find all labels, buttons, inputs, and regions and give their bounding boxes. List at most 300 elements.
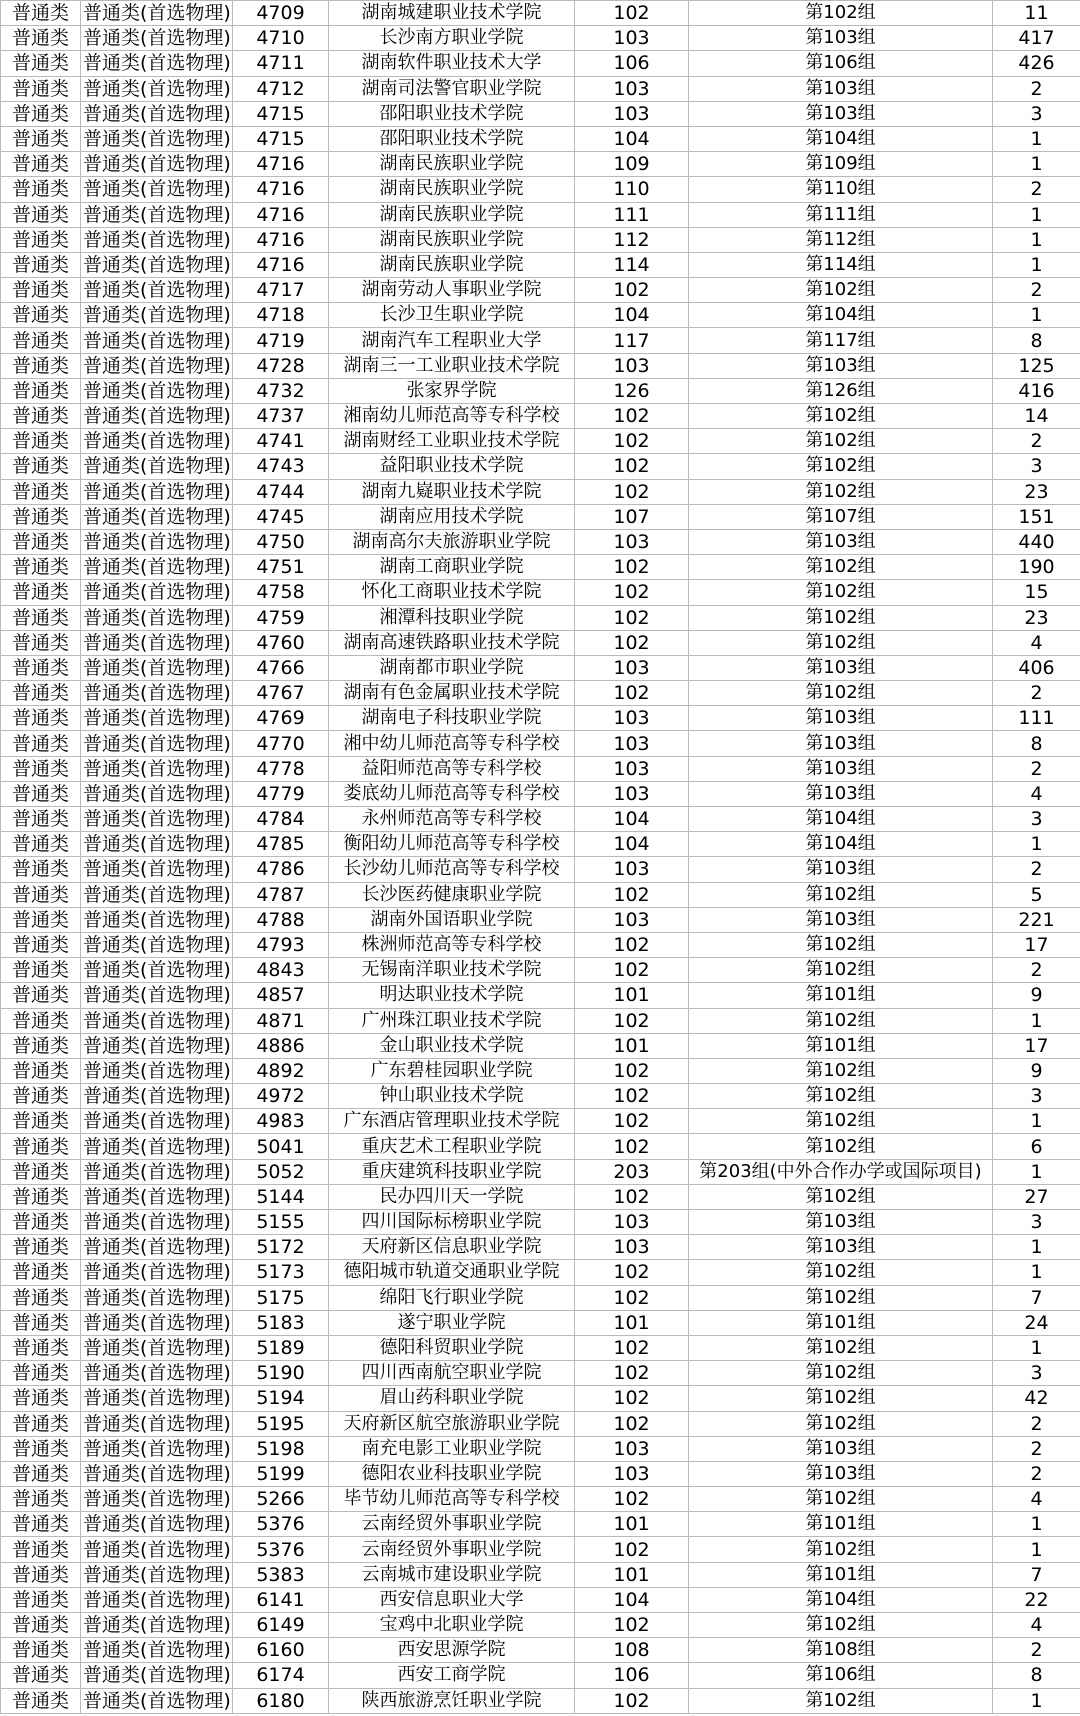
- school-name-cell: 重庆艺术工程职业学院: [329, 1134, 575, 1159]
- school-code-cell: 5183: [233, 1310, 329, 1335]
- school-name-cell: 德阳科贸职业学院: [329, 1335, 575, 1360]
- plan-count-cell: 440: [993, 529, 1080, 554]
- subcategory-cell: 普通类(首选物理): [81, 1033, 233, 1058]
- group-code-cell: 101: [575, 1512, 689, 1537]
- group-name-cell: 第107组: [689, 504, 993, 529]
- group-name-cell: 第104组: [689, 1587, 993, 1612]
- group-code-cell: 102: [575, 1487, 689, 1512]
- subcategory-cell: 普通类(首选物理): [81, 932, 233, 957]
- group-name-cell: 第102组: [689, 1, 993, 26]
- subcategory-cell: 普通类(首选物理): [81, 404, 233, 429]
- school-code-cell: 6149: [233, 1613, 329, 1638]
- school-name-cell: 湖南汽车工程职业大学: [329, 328, 575, 353]
- group-code-cell: 101: [575, 1562, 689, 1587]
- group-name-cell: 第102组: [689, 555, 993, 580]
- category-cell: 普通类: [1, 807, 81, 832]
- school-code-cell: 4716: [233, 152, 329, 177]
- school-name-cell: 民办四川天一学院: [329, 1184, 575, 1209]
- school-code-cell: 5376: [233, 1512, 329, 1537]
- group-code-cell: 110: [575, 177, 689, 202]
- school-code-cell: 4871: [233, 1008, 329, 1033]
- table-row: [1, 807, 1080, 832]
- group-code-cell: 103: [575, 655, 689, 680]
- school-code-cell: 4715: [233, 101, 329, 126]
- group-code-cell: 104: [575, 807, 689, 832]
- group-name-cell: 第102组: [689, 1361, 993, 1386]
- school-name-cell: 湖南高尔夫旅游职业学院: [329, 529, 575, 554]
- table-row: [1, 1361, 1080, 1386]
- table-row: [1, 1260, 1080, 1285]
- group-name-cell: 第103组: [689, 1210, 993, 1235]
- school-code-cell: 4751: [233, 555, 329, 580]
- school-name-cell: 湖南应用技术学院: [329, 504, 575, 529]
- group-name-cell: 第101组: [689, 1512, 993, 1537]
- plan-count-cell: 42: [993, 1386, 1080, 1411]
- table-row: [1, 983, 1080, 1008]
- subcategory-cell: 普通类(首选物理): [81, 655, 233, 680]
- group-name-cell: 第102组: [689, 1411, 993, 1436]
- category-cell: 普通类: [1, 958, 81, 983]
- category-cell: 普通类: [1, 1411, 81, 1436]
- category-cell: 普通类: [1, 479, 81, 504]
- plan-count-cell: 2: [993, 1461, 1080, 1486]
- table-row: [1, 26, 1080, 51]
- table-row: [1, 832, 1080, 857]
- school-name-cell: 重庆建筑科技职业学院: [329, 1159, 575, 1184]
- school-name-cell: 长沙幼儿师范高等专科学校: [329, 857, 575, 882]
- school-code-cell: 5199: [233, 1461, 329, 1486]
- table-row: [1, 756, 1080, 781]
- category-cell: 普通类: [1, 1235, 81, 1260]
- category-cell: 普通类: [1, 278, 81, 303]
- subcategory-cell: 普通类(首选物理): [81, 126, 233, 151]
- group-code-cell: 107: [575, 504, 689, 529]
- group-name-cell: 第104组: [689, 126, 993, 151]
- category-cell: 普通类: [1, 1159, 81, 1184]
- school-code-cell: 4716: [233, 202, 329, 227]
- plan-count-cell: 5: [993, 882, 1080, 907]
- school-name-cell: 邵阳职业技术学院: [329, 126, 575, 151]
- school-name-cell: 湖南民族职业学院: [329, 177, 575, 202]
- school-code-cell: 4741: [233, 429, 329, 454]
- school-name-cell: 湖南三一工业职业技术学院: [329, 353, 575, 378]
- table-row: [1, 1587, 1080, 1612]
- school-code-cell: 4744: [233, 479, 329, 504]
- table-row: [1, 1638, 1080, 1663]
- group-code-cell: 102: [575, 429, 689, 454]
- school-code-cell: 5266: [233, 1487, 329, 1512]
- group-name-cell: 第203组(中外合作办学或国际项目): [689, 1159, 993, 1184]
- group-code-cell: 102: [575, 1109, 689, 1134]
- table-row: [1, 1562, 1080, 1587]
- school-name-cell: 西安思源学院: [329, 1638, 575, 1663]
- table-row: [1, 1210, 1080, 1235]
- school-code-cell: 5190: [233, 1361, 329, 1386]
- school-code-cell: 4786: [233, 857, 329, 882]
- group-name-cell: 第103组: [689, 756, 993, 781]
- school-code-cell: 4769: [233, 706, 329, 731]
- subcategory-cell: 普通类(首选物理): [81, 1361, 233, 1386]
- category-cell: 普通类: [1, 429, 81, 454]
- subcategory-cell: 普通类(首选物理): [81, 1613, 233, 1638]
- table-row: [1, 1386, 1080, 1411]
- plan-count-cell: 426: [993, 51, 1080, 76]
- subcategory-cell: 普通类(首选物理): [81, 1310, 233, 1335]
- category-cell: 普通类: [1, 1461, 81, 1486]
- plan-count-cell: 417: [993, 26, 1080, 51]
- school-code-cell: 4760: [233, 630, 329, 655]
- group-name-cell: 第102组: [689, 1109, 993, 1134]
- plan-count-cell: 1: [993, 832, 1080, 857]
- school-code-cell: 5383: [233, 1562, 329, 1587]
- group-name-cell: 第102组: [689, 479, 993, 504]
- subcategory-cell: 普通类(首选物理): [81, 1638, 233, 1663]
- subcategory-cell: 普通类(首选物理): [81, 303, 233, 328]
- table-row: [1, 1, 1080, 26]
- school-code-cell: 4972: [233, 1084, 329, 1109]
- subcategory-cell: 普通类(首选物理): [81, 1184, 233, 1209]
- table-row: [1, 1285, 1080, 1310]
- plan-count-cell: 8: [993, 328, 1080, 353]
- table-row: [1, 907, 1080, 932]
- category-cell: 普通类: [1, 101, 81, 126]
- table-row: [1, 580, 1080, 605]
- subcategory-cell: 普通类(首选物理): [81, 1008, 233, 1033]
- subcategory-cell: 普通类(首选物理): [81, 1461, 233, 1486]
- school-code-cell: 4857: [233, 983, 329, 1008]
- school-name-cell: 德阳城市轨道交通职业学院: [329, 1260, 575, 1285]
- category-cell: 普通类: [1, 177, 81, 202]
- table-row: [1, 882, 1080, 907]
- plan-count-cell: 2: [993, 429, 1080, 454]
- subcategory-cell: 普通类(首选物理): [81, 882, 233, 907]
- school-name-cell: 湖南民族职业学院: [329, 152, 575, 177]
- group-code-cell: 102: [575, 958, 689, 983]
- table-row: [1, 152, 1080, 177]
- group-code-cell: 103: [575, 857, 689, 882]
- group-code-cell: 103: [575, 353, 689, 378]
- category-cell: 普通类: [1, 580, 81, 605]
- school-code-cell: 5376: [233, 1537, 329, 1562]
- table-row: [1, 555, 1080, 580]
- group-code-cell: 102: [575, 1, 689, 26]
- school-name-cell: 株洲师范高等专科学校: [329, 932, 575, 957]
- category-cell: 普通类: [1, 555, 81, 580]
- plan-count-cell: 190: [993, 555, 1080, 580]
- group-name-cell: 第101组: [689, 1033, 993, 1058]
- school-name-cell: 湖南民族职业学院: [329, 202, 575, 227]
- subcategory-cell: 普通类(首选物理): [81, 580, 233, 605]
- school-name-cell: 湖南软件职业技术大学: [329, 51, 575, 76]
- table-row: [1, 1058, 1080, 1083]
- school-code-cell: 4788: [233, 907, 329, 932]
- plan-count-cell: 2: [993, 1411, 1080, 1436]
- plan-count-cell: 1: [993, 1159, 1080, 1184]
- plan-count-cell: 4: [993, 1613, 1080, 1638]
- plan-count-cell: 406: [993, 655, 1080, 680]
- category-cell: 普通类: [1, 1335, 81, 1360]
- group-name-cell: 第102组: [689, 404, 993, 429]
- group-name-cell: 第103组: [689, 26, 993, 51]
- subcategory-cell: 普通类(首选物理): [81, 1285, 233, 1310]
- school-code-cell: 4983: [233, 1109, 329, 1134]
- group-name-cell: 第102组: [689, 1260, 993, 1285]
- group-name-cell: 第103组: [689, 781, 993, 806]
- plan-count-cell: 8: [993, 1663, 1080, 1688]
- school-code-cell: 4743: [233, 454, 329, 479]
- subcategory-cell: 普通类(首选物理): [81, 504, 233, 529]
- school-name-cell: 娄底幼儿师范高等专科学校: [329, 781, 575, 806]
- school-code-cell: 4715: [233, 126, 329, 151]
- group-code-cell: 101: [575, 1310, 689, 1335]
- group-code-cell: 101: [575, 1033, 689, 1058]
- table-row: [1, 1436, 1080, 1461]
- group-code-cell: 102: [575, 1361, 689, 1386]
- table-row: [1, 529, 1080, 554]
- group-name-cell: 第102组: [689, 429, 993, 454]
- group-name-cell: 第114组: [689, 252, 993, 277]
- school-code-cell: 5194: [233, 1386, 329, 1411]
- school-code-cell: 4712: [233, 76, 329, 101]
- school-code-cell: 5189: [233, 1335, 329, 1360]
- group-name-cell: 第103组: [689, 1461, 993, 1486]
- school-name-cell: 绵阳飞行职业学院: [329, 1285, 575, 1310]
- school-code-cell: 5172: [233, 1235, 329, 1260]
- table-row: [1, 1663, 1080, 1688]
- category-cell: 普通类: [1, 1688, 81, 1713]
- subcategory-cell: 普通类(首选物理): [81, 681, 233, 706]
- school-name-cell: 西安工商学院: [329, 1663, 575, 1688]
- group-name-cell: 第102组: [689, 1688, 993, 1713]
- category-cell: 普通类: [1, 227, 81, 252]
- school-code-cell: 4886: [233, 1033, 329, 1058]
- school-code-cell: 4779: [233, 781, 329, 806]
- group-name-cell: 第102组: [689, 630, 993, 655]
- category-cell: 普通类: [1, 1109, 81, 1134]
- school-name-cell: 南充电影工业职业学院: [329, 1436, 575, 1461]
- plan-count-cell: 2: [993, 681, 1080, 706]
- table-row: [1, 681, 1080, 706]
- subcategory-cell: 普通类(首选物理): [81, 1688, 233, 1713]
- category-cell: 普通类: [1, 781, 81, 806]
- group-code-cell: 102: [575, 1537, 689, 1562]
- school-name-cell: 张家界学院: [329, 378, 575, 403]
- school-code-cell: 6160: [233, 1638, 329, 1663]
- table-row: [1, 303, 1080, 328]
- group-code-cell: 102: [575, 479, 689, 504]
- school-code-cell: 4728: [233, 353, 329, 378]
- plan-count-cell: 9: [993, 1058, 1080, 1083]
- group-name-cell: 第103组: [689, 857, 993, 882]
- group-code-cell: 102: [575, 1184, 689, 1209]
- table-body: [1, 1, 1080, 1714]
- plan-count-cell: 7: [993, 1285, 1080, 1310]
- plan-count-cell: 7: [993, 1562, 1080, 1587]
- subcategory-cell: 普通类(首选物理): [81, 51, 233, 76]
- subcategory-cell: 普通类(首选物理): [81, 630, 233, 655]
- group-code-cell: 102: [575, 454, 689, 479]
- subcategory-cell: 普通类(首选物理): [81, 278, 233, 303]
- subcategory-cell: 普通类(首选物理): [81, 177, 233, 202]
- subcategory-cell: 普通类(首选物理): [81, 1386, 233, 1411]
- school-name-cell: 四川西南航空职业学院: [329, 1361, 575, 1386]
- group-name-cell: 第103组: [689, 1235, 993, 1260]
- school-code-cell: 4767: [233, 681, 329, 706]
- school-name-cell: 湘南幼儿师范高等专科学校: [329, 404, 575, 429]
- school-code-cell: 4793: [233, 932, 329, 957]
- plan-count-cell: 4: [993, 630, 1080, 655]
- school-code-cell: 5173: [233, 1260, 329, 1285]
- school-name-cell: 长沙卫生职业学院: [329, 303, 575, 328]
- subcategory-cell: 普通类(首选物理): [81, 1109, 233, 1134]
- group-code-cell: 102: [575, 1335, 689, 1360]
- school-name-cell: 长沙医药健康职业学院: [329, 882, 575, 907]
- school-name-cell: 无锡南洋职业技术学院: [329, 958, 575, 983]
- plan-count-cell: 1: [993, 1688, 1080, 1713]
- table-row: [1, 278, 1080, 303]
- school-code-cell: 4719: [233, 328, 329, 353]
- group-code-cell: 103: [575, 529, 689, 554]
- table-row: [1, 227, 1080, 252]
- group-name-cell: 第111组: [689, 202, 993, 227]
- category-cell: 普通类: [1, 454, 81, 479]
- plan-count-cell: 27: [993, 1184, 1080, 1209]
- school-code-cell: 4732: [233, 378, 329, 403]
- subcategory-cell: 普通类(首选物理): [81, 227, 233, 252]
- school-name-cell: 毕节幼儿师范高等专科学校: [329, 1487, 575, 1512]
- table-row: [1, 731, 1080, 756]
- group-code-cell: 102: [575, 1688, 689, 1713]
- group-name-cell: 第102组: [689, 1058, 993, 1083]
- group-name-cell: 第103组: [689, 529, 993, 554]
- subcategory-cell: 普通类(首选物理): [81, 429, 233, 454]
- table-row: [1, 1512, 1080, 1537]
- group-code-cell: 103: [575, 731, 689, 756]
- school-code-cell: 5195: [233, 1411, 329, 1436]
- table-row: [1, 857, 1080, 882]
- category-cell: 普通类: [1, 1184, 81, 1209]
- group-code-cell: 102: [575, 1008, 689, 1033]
- plan-count-cell: 416: [993, 378, 1080, 403]
- school-name-cell: 云南经贸外事职业学院: [329, 1512, 575, 1537]
- plan-count-cell: 221: [993, 907, 1080, 932]
- group-name-cell: 第103组: [689, 101, 993, 126]
- table-row: [1, 1033, 1080, 1058]
- school-code-cell: 4766: [233, 655, 329, 680]
- group-code-cell: 102: [575, 882, 689, 907]
- group-name-cell: 第102组: [689, 882, 993, 907]
- school-code-cell: 4737: [233, 404, 329, 429]
- table-row: [1, 479, 1080, 504]
- plan-count-cell: 1: [993, 303, 1080, 328]
- school-code-cell: 4711: [233, 51, 329, 76]
- plan-count-cell: 23: [993, 605, 1080, 630]
- subcategory-cell: 普通类(首选物理): [81, 832, 233, 857]
- subcategory-cell: 普通类(首选物理): [81, 454, 233, 479]
- group-name-cell: 第106组: [689, 51, 993, 76]
- group-code-cell: 101: [575, 983, 689, 1008]
- subcategory-cell: 普通类(首选物理): [81, 781, 233, 806]
- group-code-cell: 102: [575, 1386, 689, 1411]
- subcategory-cell: 普通类(首选物理): [81, 1159, 233, 1184]
- school-name-cell: 湖南城建职业技术学院: [329, 1, 575, 26]
- plan-count-cell: 111: [993, 706, 1080, 731]
- school-name-cell: 湘中幼儿师范高等专科学校: [329, 731, 575, 756]
- school-name-cell: 湖南财经工业职业技术学院: [329, 429, 575, 454]
- school-name-cell: 广州珠江职业技术学院: [329, 1008, 575, 1033]
- group-name-cell: 第102组: [689, 605, 993, 630]
- group-code-cell: 102: [575, 681, 689, 706]
- group-name-cell: 第102组: [689, 1537, 993, 1562]
- school-name-cell: 金山职业技术学院: [329, 1033, 575, 1058]
- school-code-cell: 4784: [233, 807, 329, 832]
- group-code-cell: 103: [575, 907, 689, 932]
- subcategory-cell: 普通类(首选物理): [81, 958, 233, 983]
- plan-count-cell: 1: [993, 1537, 1080, 1562]
- category-cell: 普通类: [1, 1587, 81, 1612]
- plan-count-cell: 24: [993, 1310, 1080, 1335]
- category-cell: 普通类: [1, 404, 81, 429]
- subcategory-cell: 普通类(首选物理): [81, 1134, 233, 1159]
- category-cell: 普通类: [1, 1310, 81, 1335]
- plan-count-cell: 3: [993, 454, 1080, 479]
- subcategory-cell: 普通类(首选物理): [81, 1587, 233, 1612]
- school-code-cell: 5052: [233, 1159, 329, 1184]
- plan-count-cell: 17: [993, 932, 1080, 957]
- group-name-cell: 第102组: [689, 1285, 993, 1310]
- table-row: [1, 932, 1080, 957]
- table-row: [1, 1159, 1080, 1184]
- group-name-cell: 第103组: [689, 353, 993, 378]
- table-row: [1, 1411, 1080, 1436]
- group-name-cell: 第103组: [689, 731, 993, 756]
- category-cell: 普通类: [1, 1537, 81, 1562]
- plan-count-cell: 3: [993, 1361, 1080, 1386]
- table-row: [1, 1109, 1080, 1134]
- school-code-cell: 4718: [233, 303, 329, 328]
- plan-count-cell: 8: [993, 731, 1080, 756]
- group-code-cell: 103: [575, 781, 689, 806]
- group-code-cell: 102: [575, 555, 689, 580]
- subcategory-cell: 普通类(首选物理): [81, 1537, 233, 1562]
- school-name-cell: 湖南外国语职业学院: [329, 907, 575, 932]
- category-cell: 普通类: [1, 1613, 81, 1638]
- subcategory-cell: 普通类(首选物理): [81, 202, 233, 227]
- plan-count-cell: 1: [993, 202, 1080, 227]
- plan-count-cell: 1: [993, 126, 1080, 151]
- category-cell: 普通类: [1, 353, 81, 378]
- subcategory-cell: 普通类(首选物理): [81, 76, 233, 101]
- subcategory-cell: 普通类(首选物理): [81, 378, 233, 403]
- group-name-cell: 第112组: [689, 227, 993, 252]
- table-row: [1, 655, 1080, 680]
- category-cell: 普通类: [1, 1512, 81, 1537]
- subcategory-cell: 普通类(首选物理): [81, 1335, 233, 1360]
- subcategory-cell: 普通类(首选物理): [81, 1487, 233, 1512]
- school-name-cell: 怀化工商职业技术学院: [329, 580, 575, 605]
- category-cell: 普通类: [1, 655, 81, 680]
- school-name-cell: 天府新区航空旅游职业学院: [329, 1411, 575, 1436]
- category-cell: 普通类: [1, 1008, 81, 1033]
- group-name-cell: 第102组: [689, 1084, 993, 1109]
- subcategory-cell: 普通类(首选物理): [81, 26, 233, 51]
- table-row: [1, 1688, 1080, 1713]
- category-cell: 普通类: [1, 378, 81, 403]
- group-name-cell: 第102组: [689, 1386, 993, 1411]
- table-row: [1, 353, 1080, 378]
- group-code-cell: 104: [575, 1587, 689, 1612]
- category-cell: 普通类: [1, 1386, 81, 1411]
